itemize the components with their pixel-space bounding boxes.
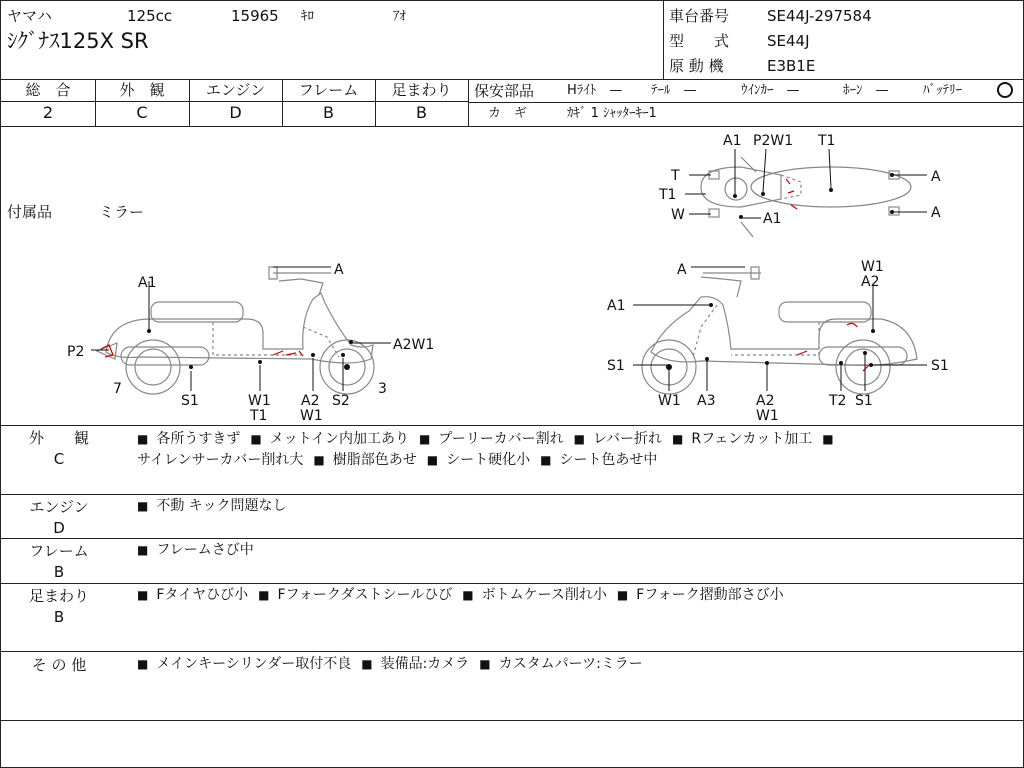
right-label-s1b: S1 (855, 393, 873, 409)
note-item: ■ Fフォークダストシールひび (258, 587, 452, 603)
left-label-a1: A1 (138, 275, 157, 291)
note-frame-items (137, 542, 264, 559)
displacement: 125cc (127, 7, 173, 25)
note-item: ■ レバー折れ (574, 431, 662, 447)
model-name: ｼｸﾞﾅｽ125X SR (7, 29, 149, 53)
header-divider (663, 1, 664, 79)
note-item: ■ メットイン内加工あり (250, 431, 409, 447)
note-item: ■ フレームさび中 (137, 542, 254, 558)
key-value: ｶｷﾞ 1 ｼｬｯﾀｰｷｰ1 (567, 106, 657, 121)
top-label-t1: T1 (818, 133, 836, 149)
safety-headlight: Hﾗｲﾄ — (567, 83, 623, 98)
accessories-value: ミラー (99, 203, 145, 221)
safety-battery: ﾊﾞｯﾃﾘｰ (923, 83, 962, 98)
engine-label: エンジン (205, 81, 266, 99)
engine-grade: D (229, 103, 242, 122)
note-exterior-label: 外 観 (28, 429, 89, 447)
left-label-t1: T1 (250, 408, 268, 424)
scooter-diagrams (1, 127, 1023, 425)
right-label-a3: A3 (697, 393, 716, 409)
type-value: SE44J (767, 32, 810, 50)
right-label-a2b: A2 (756, 393, 775, 409)
left-label-w1: W1 (248, 393, 271, 409)
engine-model-value: E3B1E (767, 57, 816, 75)
grade-mid-rule (1, 101, 468, 102)
right-label-w1c: W1 (756, 408, 779, 424)
left-label-a: A (334, 262, 344, 278)
suspension-label: 足まわり (391, 81, 452, 99)
frame-grade: B (323, 103, 334, 122)
diagram-bottom-rule (1, 425, 1023, 426)
overall-label: 総 合 (25, 81, 71, 99)
left-label-w1b: W1 (300, 408, 323, 424)
note-item: ■ カスタムパーツ:ミラー (479, 656, 643, 672)
left-label-a2: A2 (301, 393, 320, 409)
left-label-p2: P2 (67, 344, 85, 360)
note-item: ■ メインキーシリンダー取付不良 (137, 656, 351, 672)
top-label-w: W (671, 207, 685, 223)
safety-horn: ﾎｰﾝ — (843, 83, 889, 98)
frame-no-label: 車台番号 (669, 7, 730, 25)
note-frame-label: フレーム (29, 542, 89, 560)
left-label-7: 7 (113, 381, 122, 397)
left-label-3: 3 (378, 381, 387, 397)
right-label-t2: T2 (829, 393, 847, 409)
note-suspension-items (137, 587, 794, 604)
left-label-s1: S1 (181, 393, 199, 409)
note-item: ■ Rフェンカット加工 (672, 431, 812, 447)
note-item: ■ 各所うすきず (137, 431, 240, 447)
frame-no: SE44J-297584 (767, 7, 872, 25)
safety-mid-rule (468, 102, 1023, 103)
type-label: 型 式 (669, 32, 730, 50)
maker: ヤマハ (7, 7, 52, 25)
top-label-t: T (671, 168, 680, 184)
exterior-grade: C (136, 103, 148, 122)
exterior-label: 外 観 (119, 81, 165, 99)
safety-tail: ﾃｰﾙ — (651, 83, 697, 98)
note-frame-grade: B (53, 563, 65, 581)
left-label-a2w1: A2W1 (393, 337, 435, 353)
right-label-s1-right: S1 (931, 358, 949, 374)
top-label-a-right2: A (931, 205, 941, 221)
frame-label: フレーム (298, 81, 359, 99)
note-item: ■ 不動 キック問題なし (137, 498, 287, 514)
engine-model-label: 原 動 機 (669, 57, 724, 75)
right-label-a: A (677, 262, 687, 278)
note-item: ■ Fタイヤひび小 (137, 587, 248, 603)
note-rule-1 (1, 494, 1023, 495)
note-rule-5 (1, 720, 1023, 721)
top-label-a1b: A1 (763, 211, 782, 227)
top-label-a1: A1 (723, 133, 742, 149)
note-item: ■ シート硬化小 (427, 452, 530, 468)
note-rule-4 (1, 651, 1023, 652)
note-engine-items (137, 498, 297, 515)
note-engine-grade: D (53, 519, 65, 537)
note-rule-3 (1, 583, 1023, 584)
top-label-t1b: T1 (659, 187, 677, 203)
note-rule-2 (1, 538, 1023, 539)
key-label: カ ギ (488, 106, 528, 121)
mileage: 15965 (231, 7, 279, 25)
note-engine-label: エンジン (29, 498, 89, 516)
top-label-a-right1: A (931, 169, 941, 185)
note-bullet: ■ (822, 432, 834, 446)
accessories-label: 付属品 (7, 203, 53, 221)
suspension-grade: B (416, 103, 427, 122)
right-label-s1-left: S1 (607, 358, 625, 374)
note-item: ■ プーリーカバー割れ (419, 431, 564, 447)
right-label-w1: W1 (861, 259, 884, 275)
top-label-p2w1: P2W1 (753, 133, 794, 149)
note-suspension-label: 足まわり (28, 587, 89, 605)
safety-label: 保安部品 (474, 82, 535, 100)
overall-grade: 2 (42, 103, 54, 122)
header-rule (1, 79, 1023, 80)
left-label-s2: S2 (332, 393, 350, 409)
battery-ok-circle-icon (997, 82, 1013, 98)
note-exterior-items (137, 429, 1007, 471)
note-item: ■ Fフォーク摺動部さび小 (617, 587, 784, 603)
note-exterior-grade: C (53, 450, 65, 468)
top-view-diagram (701, 157, 911, 237)
note-other-items (137, 656, 653, 673)
note-item: サイレンサーカバー削れ大 (137, 452, 304, 468)
note-item: ■ 装備品:カメラ (361, 656, 469, 672)
color: ｱｵ (393, 9, 406, 24)
note-item: ■ シート色あせ中 (540, 452, 657, 468)
safety-winker: ｳｲﾝｶｰ — (741, 83, 800, 98)
note-suspension-grade: B (53, 608, 65, 626)
note-item: ■ ボトムケース削れ小 (462, 587, 607, 603)
mileage-unit: ｷﾛ (301, 9, 314, 24)
right-label-a2: A2 (861, 274, 880, 290)
note-other-label: そ の 他 (31, 656, 87, 674)
right-label-w1b: W1 (658, 393, 681, 409)
right-label-a1: A1 (607, 298, 626, 314)
note-item: ■ 樹脂部色あせ (313, 452, 416, 468)
